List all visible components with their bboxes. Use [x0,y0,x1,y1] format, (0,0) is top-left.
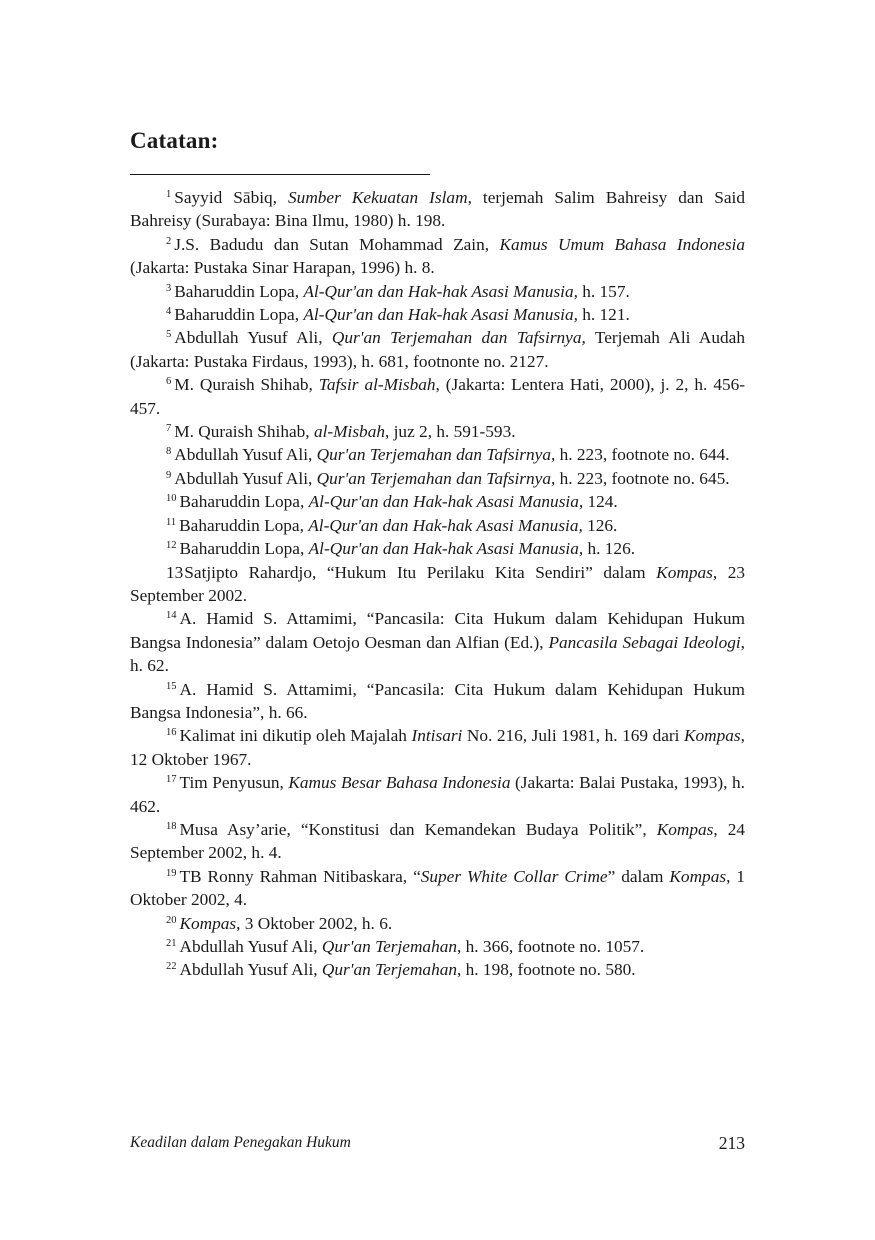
footnote-text: Musa Asy’arie, “Konstitusi dan Kemandekan Budaya Politik”, [179,819,657,839]
footnote-text: , 12 Oktober 1967. [130,726,745,769]
footnote-number: 3 [166,282,172,294]
footnote-text: Baharuddin Lopa, [179,515,309,535]
footnote-title: Qur'an Terjemahan [321,937,457,956]
footnote [130,490,745,513]
footnote-title: Kamus Besar Bahasa Indonesia [288,773,511,793]
footnote [130,233,745,280]
footnote-title: Kompas [656,562,713,582]
footnote-text: Kalimat ini dikutip oleh Majalah [179,726,412,746]
footnote-number: 19 [166,867,177,879]
footnote [130,865,745,912]
footnote-text: , h. 223, footnote no. 645. [550,468,730,488]
footnote-text: , h. 62. [130,632,745,676]
footnote-text: TB Ronny Rahman Nitibaskara, “ [179,866,421,886]
footnote-number: 15 [166,680,177,692]
footnote-text: Tim Penyusun, [179,773,289,793]
footnote-title: Super White Collar Crime [420,866,608,886]
footnote-number: 18 [166,820,177,832]
footnote-title: Kompas [684,726,741,746]
footnote-number: 4 [166,306,172,318]
footnote-title: Intisari [411,726,463,746]
footnote-number: 14 [166,610,177,622]
footnote-text: A. Hamid S. Attamimi, “Pancasila: Cita Hukum dalam Kehidupan Hukum Bangsa Indonesia”, h. 66. [130,679,745,722]
footnote-text: 126. [582,515,618,535]
footnote-number: 13 [166,562,184,582]
footnote-text: Sayyid Sābiq, [174,188,289,207]
footnote-text: h. 126. [583,539,636,559]
footnote-number: 22 [166,961,177,973]
footnote-title: Al-Qur'an dan Hak-hak Asasi Manusia, [308,539,584,559]
footnote-text: , 1 Oktober 2002, 4. [130,866,745,910]
footnote-title: Sumber Kekuatan Islam [288,188,468,207]
footnote-text: A. Hamid S. Attamimi, “Pancasila: Cita Hukum dalam Kehidupan Hukum Bangsa Indonesia” dalam Oetojo Oesman dan Alfian (Ed.), [130,609,745,652]
footnote [130,561,745,608]
footnote-text: , juz 2, h. 591-593. [384,422,516,442]
footnote [130,958,745,981]
footnote-number: 17 [166,774,177,786]
footnote-text: 124. [583,492,618,512]
footnote-number: 16 [166,727,177,739]
footnote-text: Baharuddin Lopa, [179,539,309,559]
page-heading: Catatan: [130,128,219,153]
footnote [130,935,745,958]
footnote-title: Al-Qur'an dan Hak-hak Asasi Manusia, [308,492,584,512]
footnote-text: (Jakarta: Pustaka Sinar Harapan, 1996) h. 8. [130,258,435,278]
footnote-number: 7 [166,423,172,435]
footnote [130,186,745,233]
footnote-title: Pancasila Sebagai Ideologi [548,632,741,652]
footnote-number: 8 [166,446,172,458]
footnote-text: (Jakarta: Balai Pustaka, 1993), h. 462. [130,773,745,816]
footnote-number: 20 [166,914,177,926]
footnote [130,326,745,373]
footnote-title: Qur'an Terjemahan dan Tafsirnya [316,445,551,465]
footnote-title: Al-Qur'an dan Hak-hak Asasi Manusia, [303,281,578,301]
footnote-title: Kompas [179,913,237,933]
footnote-number: 11 [166,516,177,528]
footnote [130,467,745,490]
footnote [130,303,745,326]
footnote-list [130,186,745,982]
footnote-text: Abdullah Yusuf Ali, [179,960,322,980]
footnote-text: Abdullah Yusuf Ali, [174,445,317,465]
footnote-text: No. 216, Juli 1981, h. 169 dari [462,726,684,746]
running-footer-title: Keadilan dalam Penegakan Hukum [130,1134,351,1151]
footnote-text: Abdullah Yusuf Ali, [179,937,322,956]
footnote-text: h. 157. [577,281,630,301]
footnote-text: , terjemah Salim Bahreisy dan Said Bahreisy (Surabaya: Bina Ilmu, 1980) h. 198. [130,188,745,231]
footnote-number: 9 [166,469,172,481]
footnote [130,818,745,865]
footnote-text: , h. 223, footnote no. 644. [550,445,730,465]
footnote-text: Terjemah Ali Audah (Jakarta: Pustaka Firdaus, 1993), h. 681, footnonte no. 2127. [130,328,745,371]
footnote-text: M. Quraish Shihab, [174,375,319,395]
footnote [130,537,745,560]
footnote [130,420,745,443]
footnote-text: ” dalam [607,866,670,886]
footnote-title: al-Misbah [313,422,385,442]
footnote-divider [130,174,430,175]
footnote-text: J.S. Badudu dan Sutan Mohammad Zain, [174,234,500,254]
footnote-title: Kompas [669,866,727,886]
footnote-title: Al-Qur'an dan Hak-hak Asasi Manusia, [303,305,578,325]
footnote-text: , (Jakarta: Lentera Hati, 2000), j. 2, h. 456-457. [130,375,745,418]
footnote-number: 2 [166,235,172,247]
footnote-number: 10 [166,493,177,505]
footnote-title: Qur'an Terjemahan dan Tafsirnya [316,468,551,488]
footnote [130,443,745,466]
footnote-number: 6 [166,376,172,388]
footnote-title: Qur'an Terjemahan dan Tafsirnya, [331,328,586,348]
footnote-title: Tafsir al-Misbah [318,375,436,395]
footnote [130,724,745,771]
footnote-text: , h. 198, footnote no. 580. [457,960,636,980]
footnote-number: 12 [166,540,177,552]
footnote-text: , h. 366, footnote no. 1057. [457,937,645,956]
footnote-text: Abdullah Yusuf Ali, [174,468,317,488]
footnote [130,373,745,420]
footnote-number: 21 [166,938,177,949]
footnote-title: Al-Qur'an dan Hak-hak Asasi Manusia, [308,515,583,535]
footnote-text: , 3 Oktober 2002, h. 6. [236,913,393,933]
footnote-title: Kompas [656,819,714,839]
footnote [130,678,745,725]
footnote [130,280,745,303]
footnote-number: 5 [166,329,172,341]
footnote [130,912,745,935]
footnote-text: Satjipto Rahardjo, “Hukum Itu Perilaku Kita Sendiri” dalam [184,562,657,582]
footnote-number: 1 [166,189,172,200]
footnote-text: h. 121. [577,305,630,325]
footnote-title: Kamus Umum Bahasa Indonesia [499,234,745,254]
footnote-text: Baharuddin Lopa, [174,281,304,301]
footnote [130,607,745,677]
footnote [130,771,745,818]
footnote-text: Baharuddin Lopa, [174,305,304,325]
page-number: 213 [718,1133,745,1153]
footnote-text: , 23 September 2002. [130,562,746,605]
footnote-text: Baharuddin Lopa, [179,492,309,512]
footnote-text: M. Quraish Shihab, [174,422,314,442]
footnote [130,514,745,537]
footnote-text: , 24 September 2002, h. 4. [130,819,746,863]
footnote-text: Abdullah Yusuf Ali, [174,328,332,348]
footnote-title: Qur'an Terjemahan [321,960,457,980]
